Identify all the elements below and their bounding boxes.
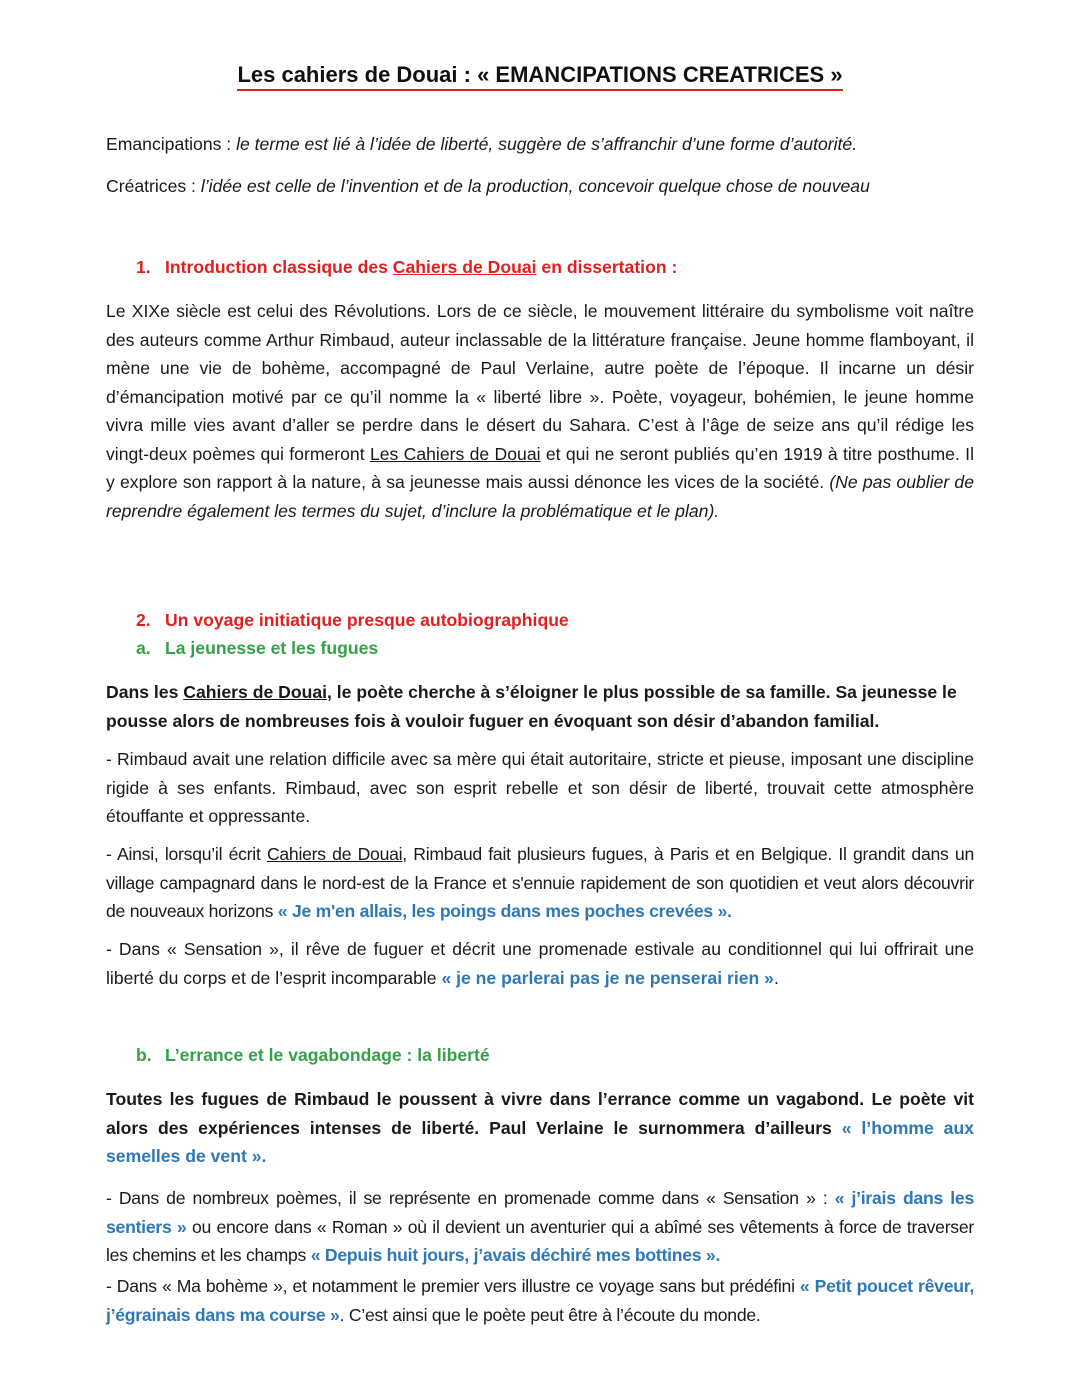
subsection-a-paragraph-3 — [106, 935, 974, 992]
creatrices-text: l’idée est celle de l’invention et de la production, concevoir quelque chose de nouveau — [200, 176, 870, 196]
document-title — [0, 62, 1080, 88]
subsection-a-heading-text: La jeunesse et les fugues — [165, 638, 379, 658]
emancipations-label: Emancipations : — [106, 134, 237, 154]
paragraph-5-quote: « Petit poucet rêveur, j’égrainais dans ma course » — [106, 1276, 974, 1325]
definition-creatrices — [106, 172, 974, 201]
section-1-heading-before: Introduction classique des — [165, 257, 393, 277]
subsection-b-heading-text: L’errance et le vagabondage : la liberté — [165, 1045, 490, 1065]
intro-a-after: , le poète cherche à s’éloigner le plus possible de sa famille. Sa jeunesse le pousse alors de nombreuses fois à vouloir fuguer en évoquant son désir d’abandon familial. — [106, 682, 957, 731]
definition-emancipations — [106, 130, 974, 159]
intro-a-before: Dans les — [106, 682, 184, 702]
section-1-number: 1. — [136, 257, 151, 277]
subsection-b-heading — [136, 1045, 490, 1066]
paragraph-5-after: . C’est ainsi que le poète peut être à l’écoute du monde. — [339, 1304, 761, 1325]
intro-b-quote: « l’homme aux semelles de vent ». — [106, 1117, 974, 1166]
paragraph-2-link: Cahiers de Douai — [266, 844, 403, 864]
section-1-italic-note: (Ne pas oublier de reprendre également les termes du sujet, d’inclure la problématique et le plan). — [106, 472, 975, 521]
paragraph-5-before: - Dans « Ma bohème », et notamment le premier vers illustre ce voyage sans but prédéfini — [106, 1276, 800, 1296]
paragraph-2-before: - Ainsi, lorsqu’il écrit — [106, 844, 267, 864]
subsection-a-heading — [136, 638, 378, 659]
paragraph-3-before: - Dans « Sensation », il rêve de fuguer et décrit une promenade estivale au conditionnel qui lui offrirait une liberté du corps et de l’esprit incomparable — [106, 939, 974, 988]
paragraph-4-before: - Dans de nombreux poèmes, il se représente en promenade comme dans « Sensation » : — [106, 1188, 835, 1208]
title-text: Les cahiers de Douai : « EMANCIPATIONS CREATRICES » — [237, 62, 842, 91]
paragraph-4-quote-1: « j’irais dans les sentiers » — [106, 1188, 974, 1237]
section-1-text-b: et qui ne seront publiés qu’en 1919 à titre posthume. Il y explore son rapport à la nature, à sa jeunesse mais aussi dénonce les vices de la société. — [106, 443, 974, 492]
subsection-a-letter: a. — [136, 638, 151, 658]
subsection-b-paragraph-5 — [106, 1272, 974, 1329]
section-1-heading-link: Cahiers de Douai — [392, 257, 537, 277]
paragraph-3-quote: « je ne parlerai pas je ne penserai rien » — [441, 967, 774, 988]
section-2-heading-text: Un voyage initiatique presque autobiographique — [165, 610, 569, 630]
intro-a-link: Cahiers de Douai — [183, 682, 327, 702]
intro-b-text: Toutes les fugues de Rimbaud le poussent à vivre dans l’errance comme un vagabond. Le poète vit alors des expériences intenses de liberté. Paul Verlaine le surnommera d’ailleurs — [106, 1089, 974, 1138]
paragraph-4-quote-2: « Depuis huit jours, j’avais déchiré mes bottines ». — [310, 1245, 721, 1265]
creatrices-label: Créatrices : — [106, 176, 201, 196]
section-1-paragraph — [106, 297, 974, 525]
section-2-number: 2. — [136, 610, 151, 630]
section-1-text-a: Le XIXe siècle est celui des Révolutions. Lors de ce siècle, le mouvement littéraire du symbolisme voit naître des auteurs comme Arthur Rimbaud, auteur inclassable de la littérature française. Jeune homme flamboyant, il mène une vie de bohème, accompagné de Paul Verlaine, autre poète de l’époque. Il incarne un désir d’émancipation motivé par ce qu’il nomme la « liberté libre ». Poète, voyageur, bohémien, le jeune homme vivra mille vies avant d’aller se perdre dans le désert du Sahara. C’est à l’âge de seize ans qu’il rédige les vingt-deux poèmes qui formeront — [106, 301, 974, 464]
subsection-b-letter: b. — [136, 1045, 152, 1065]
emancipations-text: le terme est lié à l’idée de liberté, suggère de s’affranchir d’une forme d’autorité. — [236, 134, 858, 154]
paragraph-2-quote: « Je m'en allais, les poings dans mes poches crevées ». — [277, 901, 732, 921]
section-1-heading-after: en dissertation : — [536, 257, 678, 277]
section-1-link: Les Cahiers de Douai — [369, 443, 541, 464]
subsection-b-paragraph-4 — [106, 1184, 974, 1270]
section-2-heading — [136, 610, 569, 631]
paragraph-3-after: . — [773, 967, 779, 988]
paragraph-4-mid: ou encore dans « Roman » où il devient un aventurier qui a abîmé ses vêtements à force de traverser les chemins et les champs — [106, 1216, 975, 1265]
subsection-a-intro — [106, 678, 974, 735]
section-1-heading — [136, 257, 677, 278]
paragraph-2-mid: , Rimbaud fait plusieurs fugues, à Paris et en Belgique. Il grandit dans un village campagnard dans le nord-est de la France et s'ennuie rapidement de son quotidien et veut alors découvrir de nouveaux horizons — [106, 844, 974, 921]
subsection-b-intro — [106, 1085, 974, 1171]
subsection-a-paragraph-2 — [106, 840, 974, 926]
paragraph-1-text: - Rimbaud avait une relation difficile avec sa mère qui était autoritaire, stricte et pieuse, imposant une discipline rigide à ses enfants. Rimbaud, avec son esprit rebelle et son désir de liberté, trouvait cette atmosphère étouffante et oppressante. — [106, 749, 974, 826]
subsection-a-paragraph-1 — [106, 745, 974, 831]
